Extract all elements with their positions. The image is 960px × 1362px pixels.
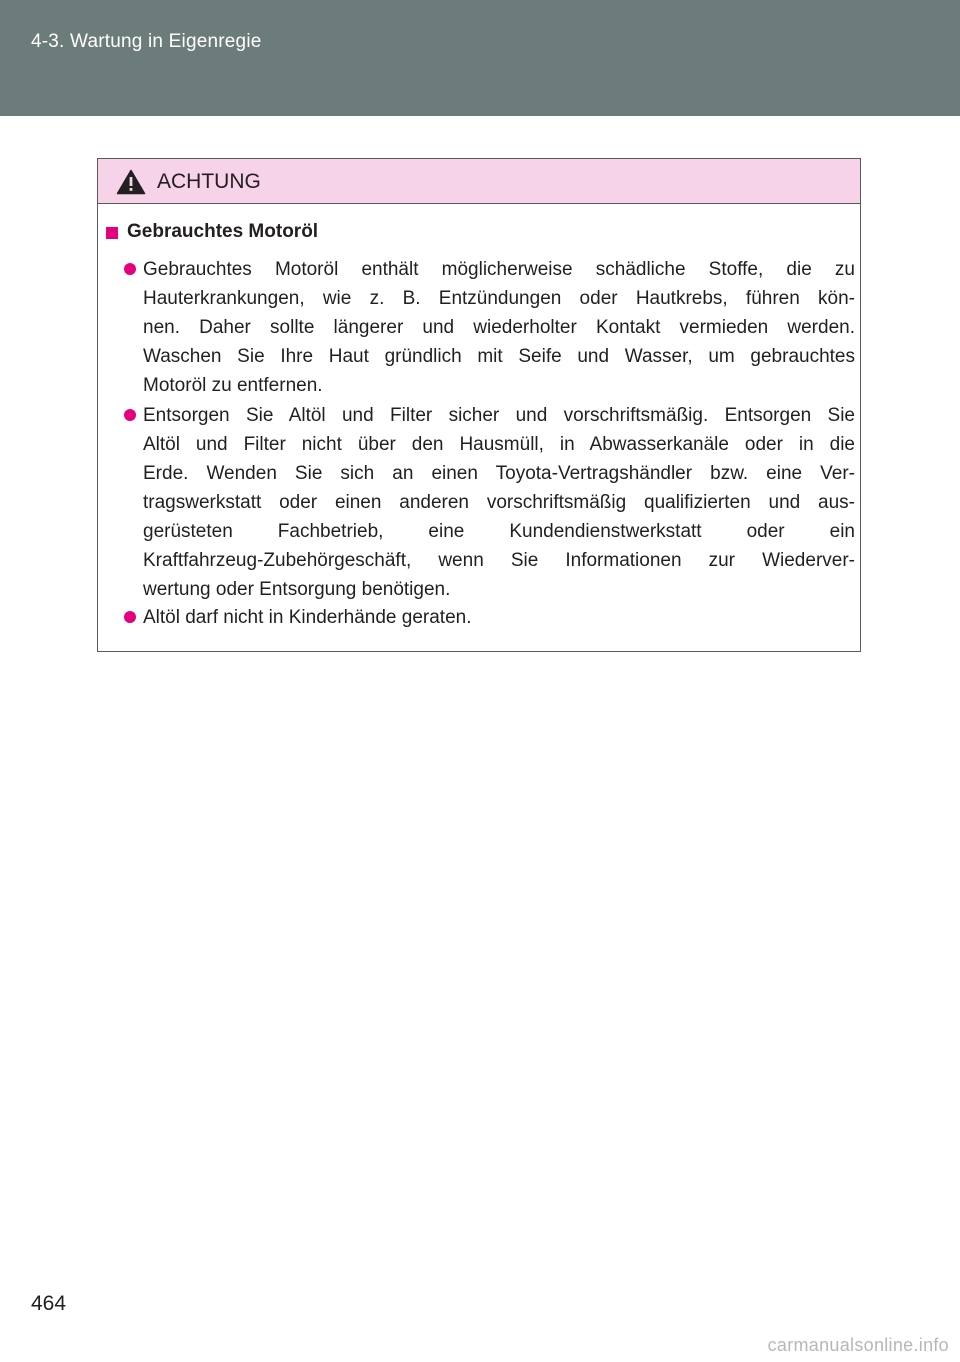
warning-item — [124, 255, 855, 400]
text-line: Waschen Sie Ihre Haut gründlich mit Seife und Wasser, um gebrauchtes — [143, 346, 855, 367]
warning-title: ACHTUNG — [157, 170, 261, 193]
text-line: Kraftfahrzeug-Zubehörgeschäft, wenn Sie Informationen zur Wiederver- — [143, 550, 855, 571]
text-line: Altöl darf nicht in Kinderhände geraten. — [143, 607, 472, 628]
warning-item — [124, 401, 855, 604]
text-line: Erde. Wenden Sie sich an einen Toyota-Vertragshändler bzw. eine Ver- — [143, 463, 855, 484]
warning-box — [97, 158, 861, 652]
text-line: Altöl und Filter nicht über den Hausmüll, in Abwasserkanäle oder in die — [143, 434, 855, 455]
section-title: 4-3. Wartung in Eigenregie — [31, 31, 262, 52]
warning-header — [98, 159, 860, 204]
bullet-dot-icon — [124, 611, 136, 623]
warning-item — [124, 603, 855, 632]
header-band — [0, 0, 960, 116]
text-line: Entsorgen Sie Altöl und Filter sicher und vorschriftsmäßig. Entsorgen Sie — [143, 405, 855, 426]
text-line: Hauterkrankungen, wie z. B. Entzündungen oder Hautkrebs, führen kön- — [143, 288, 855, 309]
text-line: Motoröl zu entfernen. — [143, 375, 323, 396]
text-line: tragswerkstatt oder einen anderen vorschriftsmäßig qualifizierten und aus- — [143, 492, 855, 513]
page-number: 464 — [31, 1292, 67, 1315]
square-bullet-icon — [106, 227, 118, 239]
text-line: wertung oder Entsorgung benötigen. — [143, 579, 451, 600]
text-line: nen. Daher sollte längerer und wiederholter Kontakt vermieden werden. — [143, 317, 855, 338]
warning-triangle-icon — [116, 169, 146, 195]
watermark: carmanualsonline.info — [767, 1335, 949, 1355]
bullet-dot-icon — [124, 409, 136, 421]
bullet-dot-icon — [124, 263, 136, 275]
warning-subheading — [106, 221, 318, 243]
subheading-text: Gebrauchtes Motoröl — [127, 221, 319, 242]
text-line: Gebrauchtes Motoröl enthält möglicherweise schädliche Stoffe, die zu — [143, 259, 855, 280]
text-line: gerüsteten Fachbetrieb, eine Kundendienstwerkstatt oder ein — [143, 521, 855, 542]
